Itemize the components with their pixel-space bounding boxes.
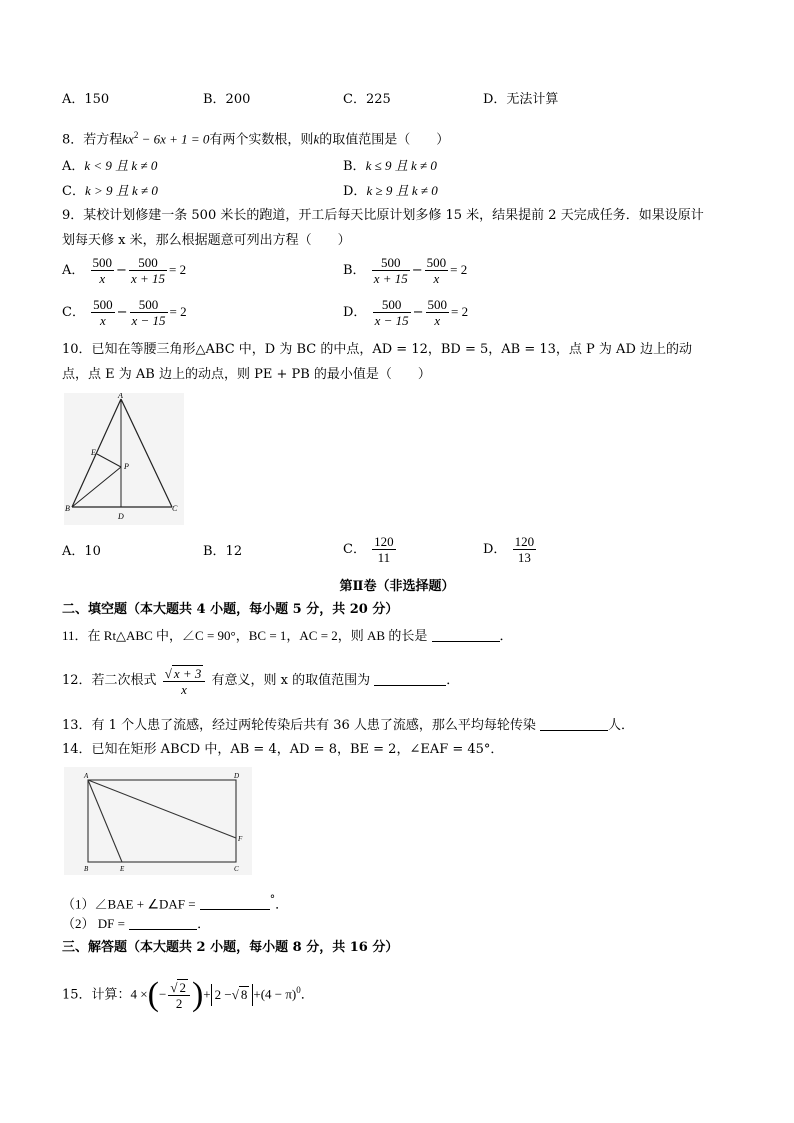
q8-c-label: C． (62, 184, 85, 199)
q8-d-label: D． (343, 184, 367, 199)
part3-heading: 三、解答题（本大题共 2 小题，每小题 8 分，共 16 分） (62, 940, 399, 955)
q7-option-a: A．150 (62, 92, 110, 107)
q8-option-d (343, 182, 438, 201)
q8-stem: 8．若方程$kx^2 - 6x + 1 = 0$有两个实数根，则k的取值范围是（ ） (62, 130, 450, 148)
frac-num: 500 (129, 255, 167, 271)
q15-period: ． (300, 987, 314, 1003)
frac-den: x (181, 681, 187, 697)
q9-b-label: B． (343, 263, 366, 278)
frac-num: √ 2 (168, 979, 190, 996)
q10-option-c (343, 534, 398, 565)
q14-sub2: （2） DF = ． (62, 916, 211, 932)
q8-option-c (62, 182, 158, 201)
q9-option-a (62, 255, 186, 286)
q8-b-expr: k ≤ 9 且 k ≠ 0 (365, 158, 437, 173)
figure-background (64, 393, 184, 525)
q14-sub2-blank[interactable] (129, 915, 197, 930)
q7-option-d: D．无法计算 (483, 92, 559, 107)
frac-den: x − 15 (374, 313, 409, 328)
q8-eq-k: kx (122, 131, 134, 147)
label-f: F (238, 835, 243, 843)
label-c: C (234, 865, 239, 873)
q12-fraction (163, 665, 206, 697)
equals-two: = 2 (451, 304, 469, 319)
q8-a-label: A． (62, 159, 85, 174)
q9-option-c (62, 297, 187, 328)
q15-power-base: (4 − π) (260, 986, 297, 1002)
q10-c-label: C． (343, 542, 366, 557)
fraction (372, 534, 396, 565)
label-a: A (118, 393, 123, 400)
q10-option-a: A．10 (62, 544, 101, 559)
fraction (373, 297, 411, 328)
frac-den: x − 15 (131, 313, 166, 328)
label-e: E (120, 865, 125, 873)
equals-two: = 2 (168, 262, 187, 277)
frac-num: 500 (426, 255, 447, 270)
frac-num: 500 (372, 255, 410, 271)
frac-den: 13 (517, 550, 531, 565)
q10-d-label: D． (483, 542, 507, 557)
label-c: C (172, 504, 178, 513)
rectangle-figure (64, 767, 252, 875)
part2-heading: 二、填空题（本大题共 4 小题，每小题 5 分，共 20 分） (62, 602, 399, 617)
q9-stem-line2: 划每天修 x 米，那么根据题意可列出方程（ ） (62, 233, 351, 248)
frac-den: 2 (175, 995, 183, 1011)
q15-stem (62, 970, 314, 1015)
q11-stem: 11．在 Rt△ABC 中，∠C = 90°，BC = 1，AC = 2，则 AB 的长是 ． (62, 628, 513, 644)
frac-num: 120 (514, 534, 535, 549)
q8-middle: 有两个实数根，则 (209, 132, 314, 148)
q8-eq-rest: − 6x + 1 = 0 (138, 131, 210, 147)
fraction (130, 297, 168, 328)
plus: + (253, 986, 261, 1002)
frac-den: x + 15 (373, 271, 408, 286)
label-b: B (65, 504, 70, 513)
q14-sub1: （1）∠BAE + ∠DAF = °． (62, 893, 289, 913)
frac-num: 500 (93, 297, 113, 312)
equals-two: = 2 (450, 262, 468, 277)
minus: − (411, 263, 423, 278)
q8-var: k (313, 131, 320, 147)
q14-stem: 14．已知在矩形 ABCD 中，AB = 4，AD = 8，BE = 2，∠EAF = 45°． (62, 742, 504, 757)
q8-d-expr: k ≥ 9 且 k ≠ 0 (366, 183, 438, 198)
q7-option-b: B．200 (203, 92, 251, 107)
plus: + (203, 986, 211, 1002)
frac-den: x (433, 271, 440, 286)
frac-num: 500 (373, 297, 411, 313)
q12-suffix: 有意义，则 x 的取值范围为 (211, 673, 371, 688)
right-paren: ) (191, 975, 204, 1013)
q12-prefix: 12．若二次根式 (62, 673, 157, 688)
q15-exponent: 0 (296, 985, 301, 995)
q15-fraction (168, 979, 190, 1011)
q8-option-b (343, 157, 437, 176)
fraction (91, 297, 115, 328)
label-a: A (84, 772, 89, 780)
label-d: D (234, 772, 240, 780)
left-paren: ( (147, 975, 159, 1013)
label-p: P (124, 462, 129, 471)
q12-answer-blank[interactable] (374, 671, 446, 686)
q8-a-expr: k < 9 且 k ≠ 0 (84, 158, 158, 173)
label-b: B (84, 865, 89, 873)
q14-sub1-text: （1）∠BAE + ∠DAF = (62, 896, 196, 912)
fraction (425, 255, 449, 286)
q9-stem-line1: 9．某校计划修建一条 500 米长的跑道，开工后每天比原计划多修 15 米，结果提前 2 天完成任务．如果设原计 (62, 208, 704, 223)
q8-prefix: 8．若方程 (62, 132, 123, 148)
triangle-figure (64, 393, 184, 525)
frac-num: 500 (130, 297, 168, 313)
q14-sub2-text: （2） DF = (62, 916, 125, 931)
frac-num: 120 (374, 534, 394, 549)
q11-answer-blank[interactable] (432, 627, 500, 642)
radicand: x + 3 (173, 665, 202, 681)
q9-d-label: D． (343, 305, 367, 320)
frac-den: x (434, 313, 441, 328)
radicand: 8 (240, 986, 248, 1002)
q8-suffix: 的取值范围是（ ） (319, 132, 450, 148)
frac-num: 500 (92, 255, 113, 270)
section-title: 第Ⅱ卷（非选择题） (339, 579, 455, 594)
frac-den: x + 15 (130, 271, 165, 286)
figure-background (64, 767, 252, 875)
equals-two: = 2 (169, 304, 187, 319)
label-d: D (118, 512, 124, 521)
q7-option-c: C．225 (343, 92, 391, 107)
q11-text: 11．在 Rt△ABC 中，∠C = 90°，BC = 1，AC = 2，则 AB 的长是 (62, 628, 428, 643)
q9-option-d (343, 297, 468, 328)
q8-b-label: B． (343, 159, 366, 174)
q8-option-a (62, 157, 157, 176)
q10-option-d (483, 534, 538, 565)
fraction (129, 255, 167, 286)
minus: − (116, 263, 127, 278)
frac-den: 11 (377, 550, 391, 565)
q10-option-b: B．12 (203, 544, 243, 559)
fraction (91, 255, 115, 286)
q9-a-label: A． (62, 263, 85, 278)
abs-inner: 2 − (214, 986, 232, 1002)
frac-den: x (99, 271, 106, 286)
frac-num: √ x + 3 (163, 665, 206, 682)
q13-stem (62, 716, 634, 735)
q13-unit: 人． (608, 718, 635, 733)
minus: − (412, 305, 424, 320)
q13-text: 13．有 1 个人患了流感，经过两轮传染后共有 36 人患了流感，那么平均每轮传染 (62, 718, 536, 733)
fraction (372, 255, 410, 286)
frac-den: x (99, 313, 106, 328)
fraction (426, 297, 450, 328)
q13-answer-blank[interactable] (540, 716, 608, 731)
q9-option-b (343, 255, 467, 286)
q15-minus: − (158, 986, 167, 1002)
q12-stem: 12．若二次根式 $\frac{√ x + 3}{x}$ 有意义，则 x 的取值范围为 ． (62, 665, 460, 697)
q8-c-expr: k > 9 且 k ≠ 0 (84, 183, 158, 198)
degree-symbol: ° (269, 893, 276, 906)
q9-c-label: C． (62, 305, 85, 320)
radicand: 2 (179, 979, 186, 995)
q14-sub1-blank[interactable] (200, 895, 270, 910)
q15-four-times: 4 × (130, 986, 148, 1002)
label-e: E (91, 448, 96, 457)
fraction (513, 534, 537, 565)
q15-prefix: 15．计算： (62, 987, 131, 1003)
frac-num: 500 (427, 297, 448, 312)
q10-stem-line1: 10．已知在等腰三角形△ABC 中，D 为 BC 的中点，AD = 12，BD = 5，AB = 13，点 P 为 AD 边上的动 (62, 342, 693, 357)
absolute-value: 2 −√ 8 (211, 984, 254, 1006)
q10-stem-line2: 点，点 E 为 AB 边上的动点，则 PE + PB 的最小值是（ ） (62, 367, 431, 382)
minus: − (116, 305, 128, 320)
